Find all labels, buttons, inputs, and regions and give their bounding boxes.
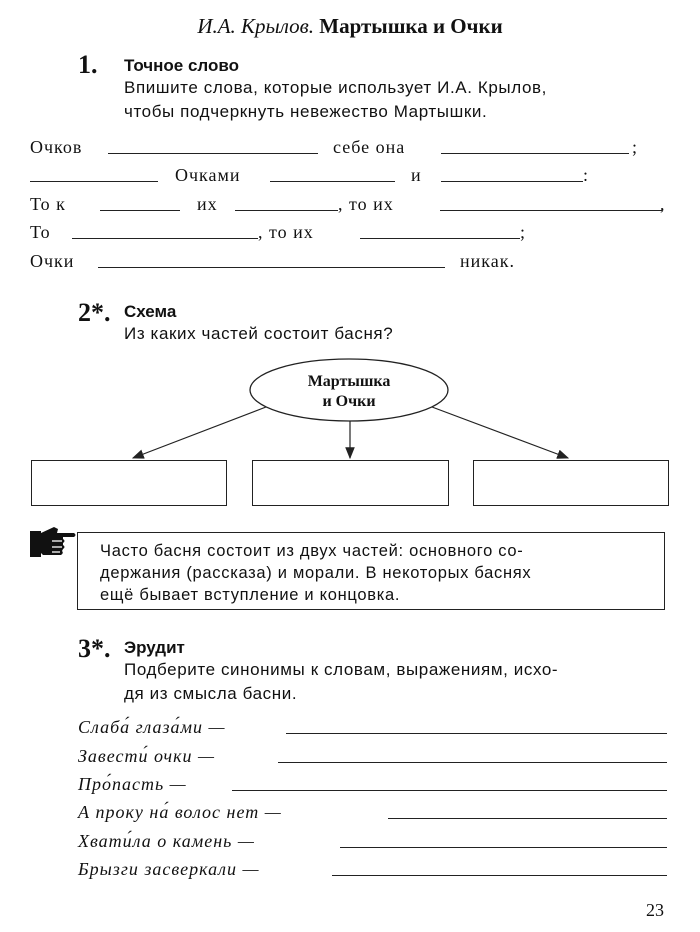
task1-instruction-line1: Впишите слова, которые использует И.А. Крылов,	[124, 78, 547, 97]
task1-number: 1.	[78, 50, 98, 79]
task1-punct: :	[583, 165, 590, 185]
note-line2: держания (рассказа) и морали. В некоторых баснях	[100, 564, 532, 582]
synonym-prompt: Завести́ очки —	[78, 746, 216, 766]
answer-blank[interactable]	[100, 210, 180, 211]
answer-blank[interactable]	[235, 210, 338, 211]
task2-number: 2*.	[78, 298, 111, 327]
synonym-answer-line[interactable]	[286, 733, 667, 734]
task1-word: и	[411, 165, 422, 185]
synonym-prompt: Брызги засверкали —	[78, 859, 260, 879]
task1-word: , то их	[338, 194, 394, 214]
synonym-answer-line[interactable]	[340, 847, 667, 848]
task1-word: Очки	[30, 251, 75, 271]
synonym-answer-line[interactable]	[278, 762, 667, 763]
arrow-left	[133, 407, 266, 458]
task1-word: Очков	[30, 137, 83, 157]
ellipse-line2: и Очки	[322, 393, 376, 410]
task1-word: их	[197, 194, 218, 214]
answer-blank[interactable]	[441, 153, 629, 154]
answer-blank[interactable]	[98, 267, 445, 268]
task2-heading: Схема	[124, 302, 177, 321]
task1-word: никак.	[460, 251, 515, 271]
task2-instruction: Из каких частей состоит басня?	[124, 324, 394, 343]
task1-word: То к	[30, 194, 66, 214]
info-note-box	[77, 532, 665, 610]
task3-heading: Эрудит	[124, 638, 185, 657]
synonym-answer-line[interactable]	[332, 875, 667, 876]
task1-instruction-line2: чтобы подчеркнуть невежество Мартышки.	[124, 102, 488, 121]
answer-blank[interactable]	[108, 153, 318, 154]
scheme-box-3[interactable]	[473, 460, 669, 506]
synonym-prompt: А проку на́ волос нет —	[78, 802, 282, 822]
task1-punct: ,	[660, 194, 666, 214]
answer-blank[interactable]	[72, 238, 258, 239]
ellipse-text	[250, 372, 448, 412]
answer-blank[interactable]	[30, 181, 158, 182]
title-author: И.А. Крылов.	[197, 14, 315, 38]
note-line3: ещё бывает вступление и концовка.	[100, 586, 401, 604]
title-work: Мартышка и Очки	[319, 14, 503, 38]
answer-blank[interactable]	[441, 181, 583, 182]
page-number: 23	[646, 900, 664, 920]
task1-word: , то их	[258, 222, 314, 242]
synonym-prompt: Хвати́ла о камень —	[78, 831, 255, 851]
synonym-answer-line[interactable]	[388, 818, 667, 819]
task1-punct: ;	[520, 222, 527, 242]
ellipse-line1: Мартышка	[307, 373, 391, 390]
answer-blank[interactable]	[270, 181, 395, 182]
scheme-box-1[interactable]	[31, 460, 227, 506]
task3-instruction-line1: Подберите синонимы к словам, выражениям, исхо-	[124, 660, 559, 679]
synonym-prompt: Слаба́ глаза́ми —	[78, 717, 226, 737]
scheme-box-2[interactable]	[252, 460, 449, 506]
task1-punct: ;	[632, 137, 639, 157]
answer-blank[interactable]	[360, 238, 520, 239]
task1-word: То	[30, 222, 51, 242]
note-line1: Часто басня состоит из двух частей: основного со-	[100, 542, 524, 560]
task1-heading: Точное слово	[124, 56, 239, 75]
synonym-answer-line[interactable]	[232, 790, 667, 791]
task1-word: себе она	[333, 137, 406, 157]
synonym-prompt: Про́пасть —	[78, 774, 187, 794]
page-title	[0, 14, 700, 39]
pointing-hand-icon	[30, 523, 78, 561]
task3-instruction-line2: дя из смысла басни.	[124, 684, 298, 703]
answer-blank[interactable]	[440, 210, 662, 211]
task1-word: Очками	[175, 165, 241, 185]
arrow-right	[432, 407, 568, 458]
task3-number: 3*.	[78, 634, 111, 663]
